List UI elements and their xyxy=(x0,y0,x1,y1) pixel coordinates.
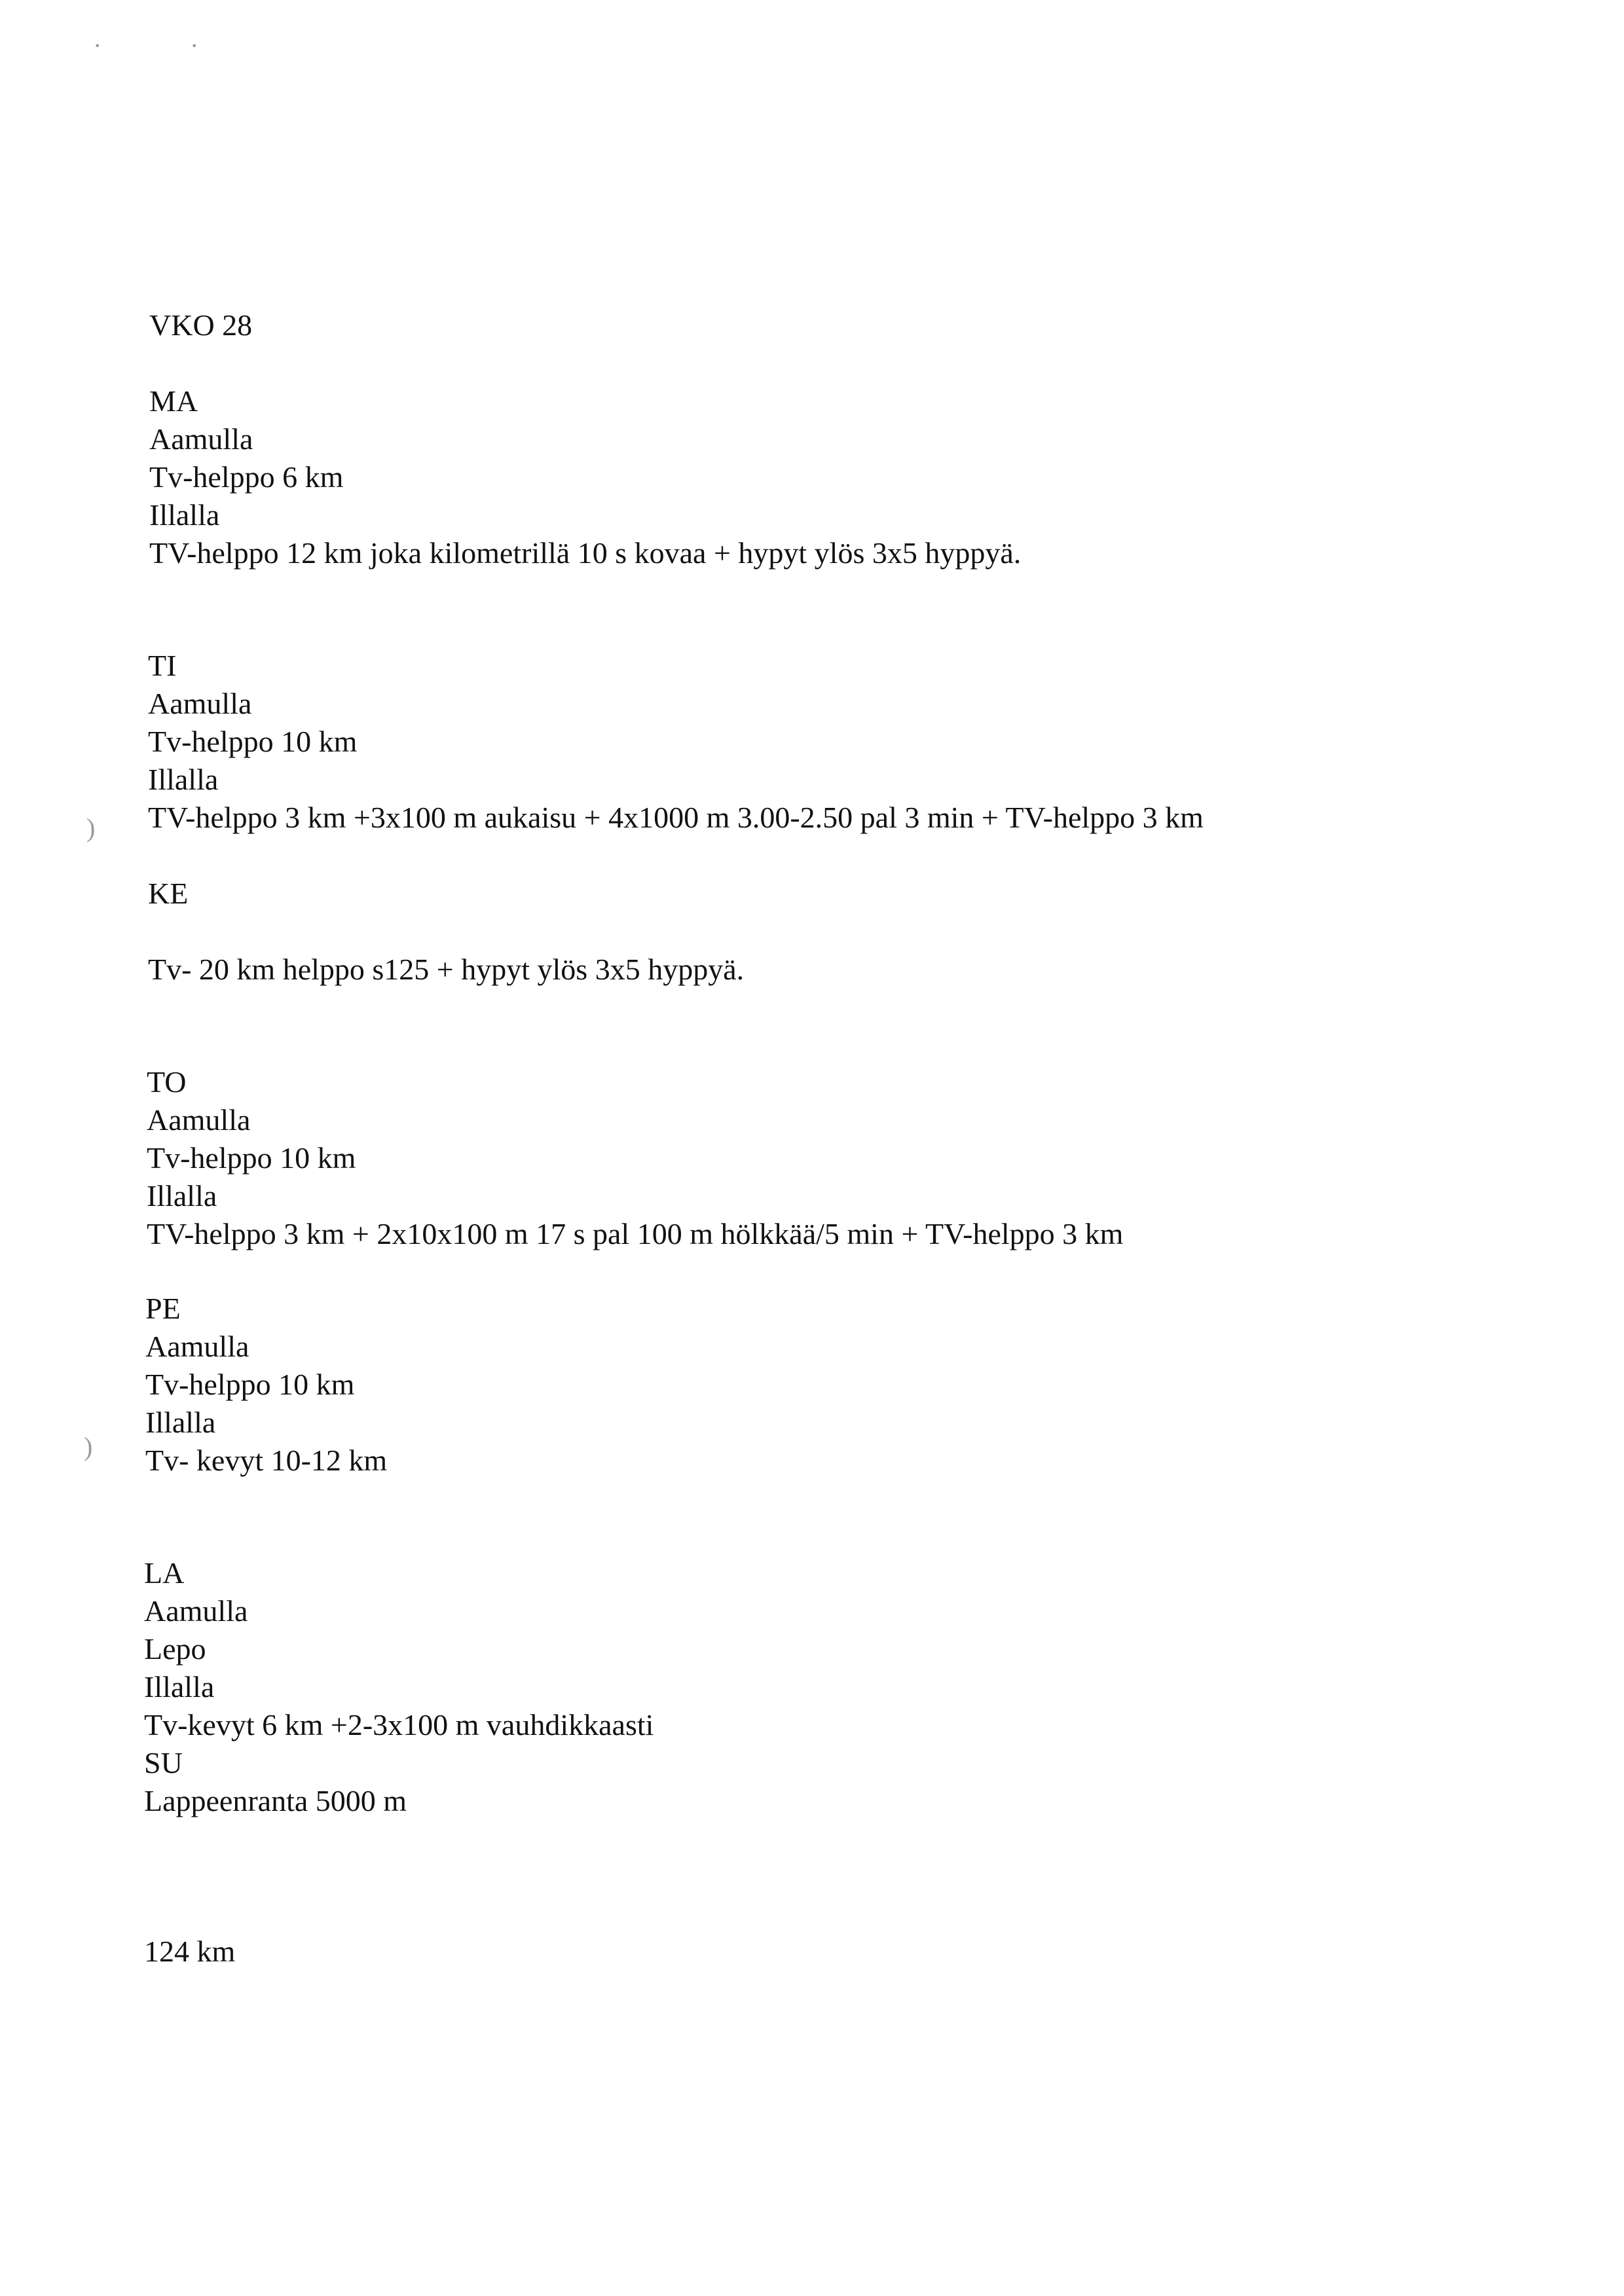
day-label-tuesday: TI xyxy=(148,649,177,682)
day-label-monday: MA xyxy=(149,384,198,418)
tuesday-line: Illalla xyxy=(148,763,219,796)
saturday-line: Illalla xyxy=(144,1670,215,1704)
tuesday-line: Aamulla xyxy=(148,687,252,720)
day-label-wednesday: KE xyxy=(148,877,189,910)
tuesday-line: TV-helppo 3 km +3x100 m aukaisu + 4x1000 m 3.00-2.50 pal 3 min + TV-helppo 3 km xyxy=(148,801,1204,834)
weekly-total: 124 km xyxy=(144,1935,236,1968)
monday-line: TV-helppo 12 km joka kilometrillä 10 s kovaa + hypyt ylös 3x5 hyppyä. xyxy=(149,536,1022,570)
friday-line: Tv-helppo 10 km xyxy=(145,1368,355,1401)
monday-line: Illalla xyxy=(149,498,220,532)
day-label-saturday: LA xyxy=(144,1556,185,1590)
monday-line: Aamulla xyxy=(149,422,253,456)
monday-line: Tv-helppo 6 km xyxy=(149,460,344,494)
week-title: VKO 28 xyxy=(149,308,253,342)
scan-bracket-mark: ) xyxy=(84,1432,93,1461)
saturday-line: Aamulla xyxy=(144,1594,248,1628)
day-label-thursday: TO xyxy=(147,1065,187,1099)
saturday-line: Lepo xyxy=(144,1632,206,1666)
tuesday-line: Tv-helppo 10 km xyxy=(148,725,358,758)
thursday-line: TV-helppo 3 km + 2x10x100 m 17 s pal 100 m hölkkää/5 min + TV-helppo 3 km xyxy=(147,1217,1124,1250)
friday-line: Tv- kevyt 10-12 km xyxy=(145,1444,388,1477)
thursday-line: Tv-helppo 10 km xyxy=(147,1141,356,1175)
day-label-sunday: SU xyxy=(144,1746,183,1779)
scan-speck: · xyxy=(93,31,102,60)
thursday-line: Illalla xyxy=(147,1179,217,1212)
friday-line: Illalla xyxy=(145,1406,216,1439)
friday-line: Aamulla xyxy=(145,1330,249,1363)
sunday-line: Lappeenranta 5000 m xyxy=(144,1784,407,1817)
scan-bracket-mark: ) xyxy=(86,813,96,843)
thursday-line: Aamulla xyxy=(147,1103,251,1137)
saturday-line: Tv-kevyt 6 km +2-3x100 m vauhdikkaasti xyxy=(144,1708,654,1741)
wednesday-line: Tv- 20 km helppo s125 + hypyt ylös 3x5 hyppyä. xyxy=(148,953,745,986)
day-label-friday: PE xyxy=(145,1292,181,1325)
scan-speck: · xyxy=(190,31,199,60)
